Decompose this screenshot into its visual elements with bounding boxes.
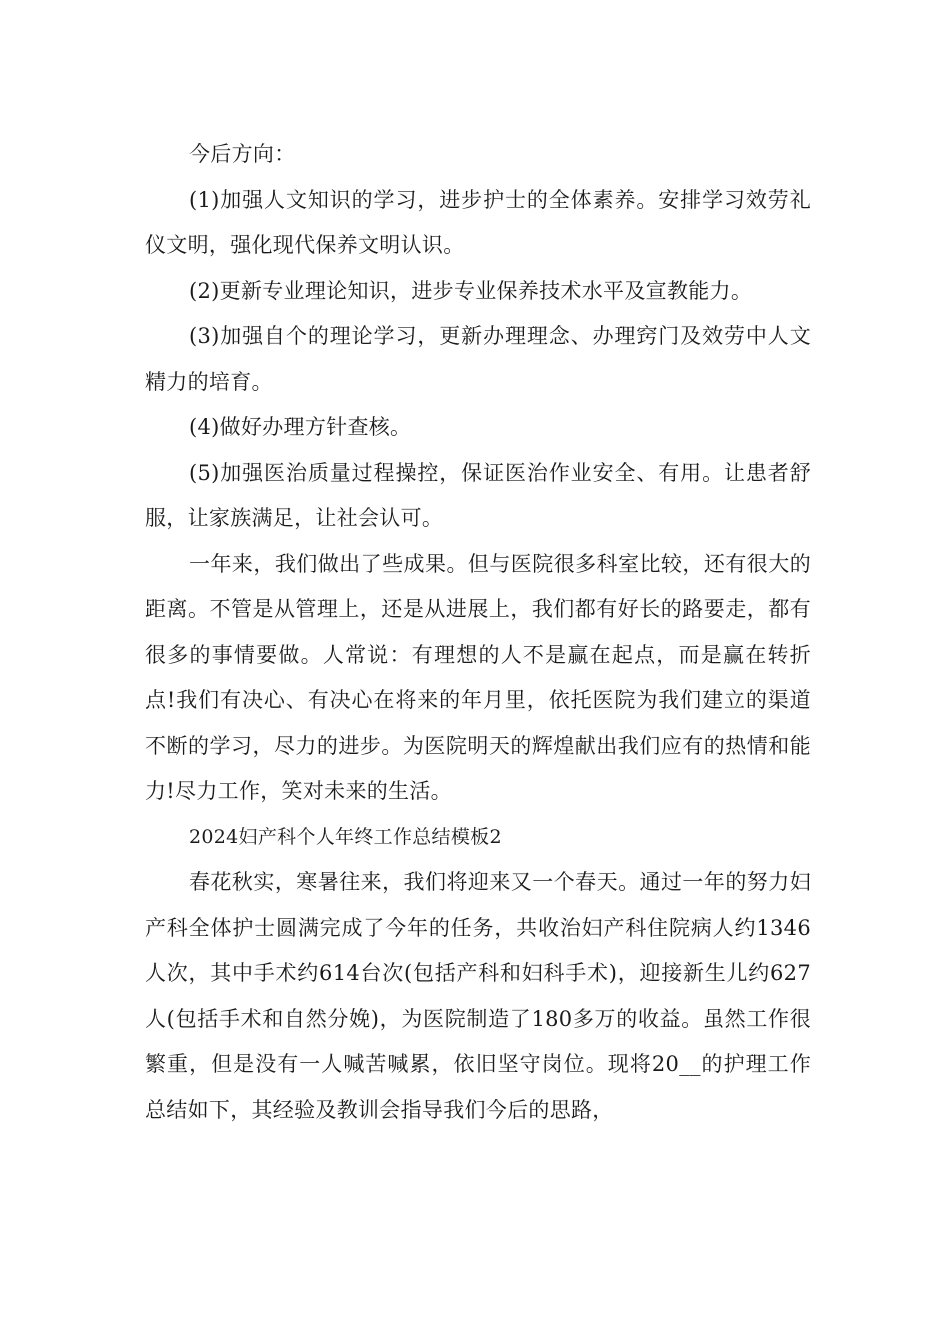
paragraph-item-3: (3)加强自个的理论学习，更新办理理念、办理窍门及效劳中人文精力的培育。: [145, 324, 811, 394]
document-body: [145, 132, 811, 1133]
paragraph-future-direction: 今后方向：: [189, 142, 296, 166]
paragraph-item-4: (4)做好办理方针查核。: [189, 415, 412, 439]
paragraph-item-5: (5)加强医治质量过程操控，保证医治作业安全、有用。让患者舒服，让家族满足，让社会认可。: [145, 460, 811, 530]
paragraph-item-2: (2)更新专业理论知识，进步专业保养技术水平及宣教能力。: [189, 278, 753, 303]
paragraph-item-1: (1)加强人文知识的学习，进步护士的全体素养。安排学习效劳礼仪文明，强化现代保养文明认识。: [145, 187, 811, 257]
paragraph-section-intro: 春花秋实，寒暑往来，我们将迎来又一个春天。通过一年的努力妇产科全体护士圆满完成了今年的任务，共收治妇产科住院病人约1346人次，其中手术约614台次(包括产科和妇科手术)，迎接新生儿约627人(包括手术和自然分娩)，为医院制造了180多万的收益。虽然工作很繁重，但是没有一人喊苦喊累，依旧坚守岗位。现将20__的护理工作总结如下，其经验及教训会指导我们今后的思路，: [145, 870, 811, 1122]
paragraph-conclusion: 一年来，我们做出了些成果。但与医院很多科室比较，还有很大的距离。不管是从管理上，还是从进展上，我们都有好长的路要走，都有很多的事情要做。人常说：有理想的人不是赢在起点，而是赢在转折点!我们有决心、有决心在将来的年月里，依托医院为我们建立的渠道不断的学习，尽力的进步。为医院明天的辉煌献出我们应有的热情和能力!尽力工作，笑对未来的生活。: [145, 551, 811, 803]
section-title: 2024妇产科个人年终工作总结模板2: [189, 825, 502, 848]
